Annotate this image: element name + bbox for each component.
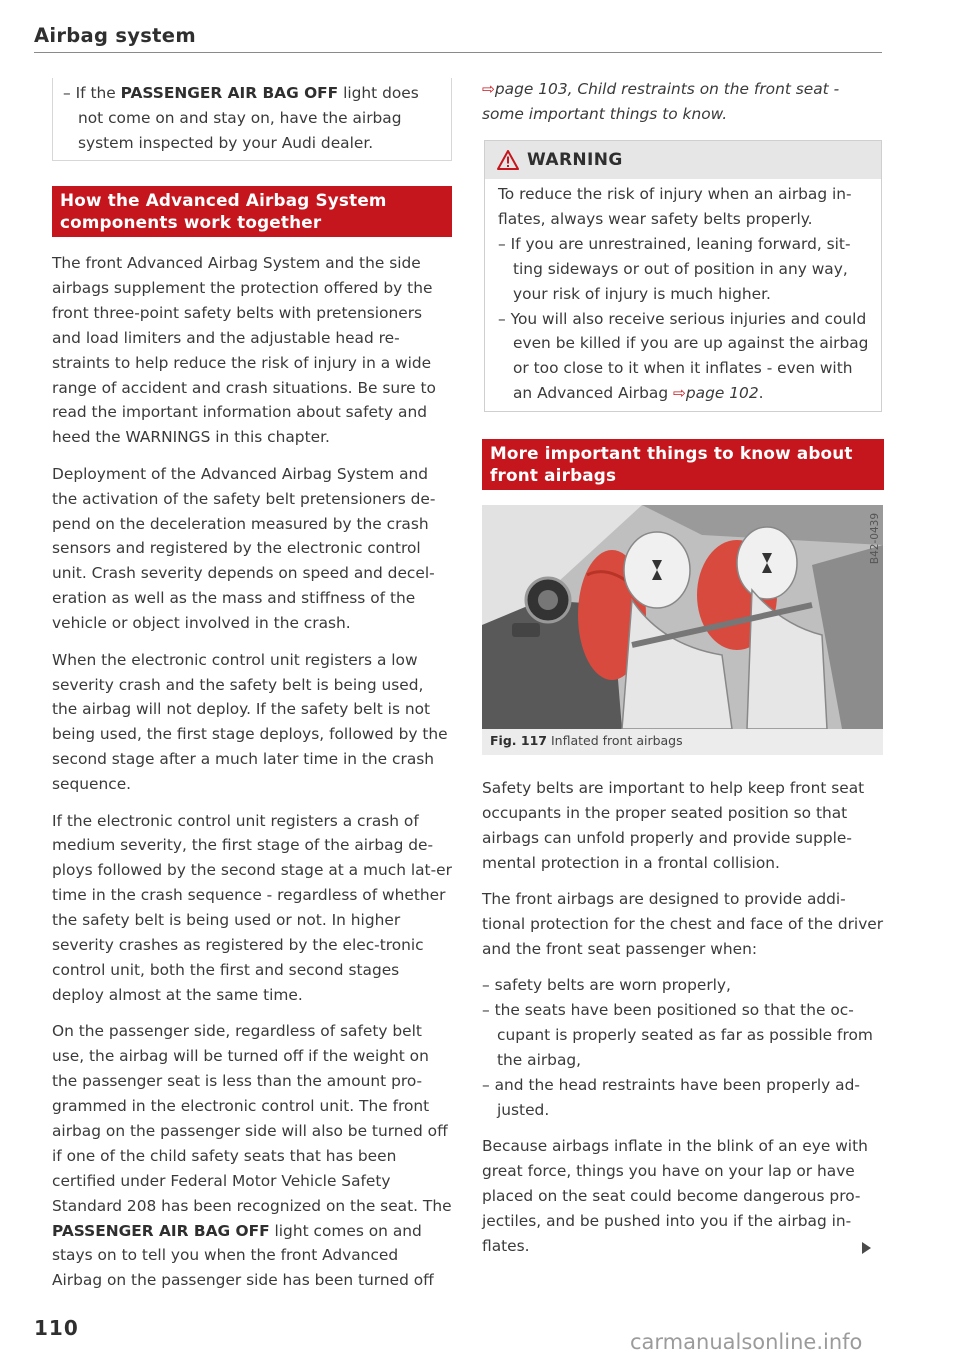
cross-reference: [482, 77, 884, 127]
list-item: – safety belts are worn properly,: [482, 973, 884, 998]
indicator-light-name: PASSENGER AIR BAG OFF: [120, 84, 339, 102]
warning-box: [484, 140, 882, 412]
header-divider: [34, 52, 882, 53]
warning-item: – You will also receive serious injuries and could even be killed if you are up against the airbag or too close to it when it inflates - even with an Advanced Airbag ⇨page 102.: [498, 307, 871, 407]
paragraph: When the electronic control unit registers a low severity crash and the safety belt is being used, the airbag will not deploy. If the safety belt is not being used, the first stage deploys, followed by the second stage after a much later time in the crash sequence.: [52, 650, 448, 794]
section-heading-advanced-airbag: How the Advanced Airbag System components work together: [52, 186, 452, 237]
passenger-airbag-note: [52, 78, 452, 161]
section-heading-front-airbags: More important things to know about front airbags: [482, 439, 884, 490]
page-reference-link[interactable]: page 102: [685, 384, 759, 403]
figure-label: Fig. 117: [490, 733, 547, 748]
continue-arrow-icon: [862, 1242, 871, 1254]
paragraph: On the passenger side, regardless of safety belt use, the airbag will be turned off if the weight on the passenger seat is less than the amount pro-grammed in the electronic control unit. The front airbag on the passenger side will also be turned off if one of the child safety seats that has been certified under Federal Motor Vehicle Safety Standard 208 has been recognized on the seat. The PASSENGER AIR BAG OFF light comes on and stays on to tell you when the front Advanced Airbag on the passenger side has been turned off: [52, 1022, 452, 1290]
paragraph: The front Advanced Airbag System and the side airbags supplement the protection offered by the front three-point safety belts with pretensioners and load limiters and the adjustable head re-straints to help reduce the risk of injury in a wide range of accident and crash situations. Be sure to read the important information about safety and heed the WARNINGS in this chapter.: [52, 254, 436, 447]
figure-caption: Fig. 117 Inflated front airbags: [490, 733, 683, 748]
indicator-light-name: PASSENGER AIR BAG OFF: [52, 1221, 270, 1240]
list-item: – and the head restraints have been properly ad-justed.: [482, 1073, 884, 1123]
warning-body: [485, 179, 881, 406]
warning-header: [485, 141, 881, 179]
page-reference-link[interactable]: page 103, Child restraints on the front seat - some important things to know.: [482, 80, 840, 123]
conditions-list: [482, 973, 884, 1122]
note-item: – If the PASSENGER AIR BAG OFF light does not come on and stay on, have the airbag system inspected by your Audi dealer.: [63, 81, 443, 156]
figure-inflated-airbags: [482, 505, 883, 755]
warning-title: WARNING: [527, 150, 623, 170]
warning-triangle-icon: [497, 150, 519, 170]
list-item: – the seats have been positioned so that the oc-cupant is properly seated as far as possible from the airbag,: [482, 998, 884, 1073]
link-arrow-icon: ⇨: [482, 80, 495, 98]
page-number: 110: [34, 1316, 79, 1340]
figure-code: B42-0439: [869, 513, 881, 565]
warning-item: – If you are unrestrained, leaning forward, sit-ting sideways or out of position in any way, your risk of injury is much higher.: [498, 232, 871, 307]
link-arrow-icon: ⇨: [673, 384, 686, 403]
paragraph: The front airbags are designed to provide addi-tional protection for the chest and face of the driver and the front seat passenger when:: [482, 890, 884, 958]
warning-list: [498, 232, 871, 406]
paragraph: Deployment of the Advanced Airbag System and the activation of the safety belt pretensioners de-pend on the deceleration measured by the crash sensors and registered by the electronic control unit. Crash severity depends on speed and decel-eration as well as the mass and stiffness of the vehicle or object involved in the crash.: [52, 464, 436, 633]
watermark: carmanualsonline.info: [630, 1330, 863, 1354]
note-list: [63, 81, 443, 156]
airbag-illustration: [482, 505, 883, 729]
right-column: [482, 776, 884, 1270]
page-section-title: Airbag system: [34, 24, 196, 47]
section2-heading-wrap: [482, 439, 884, 490]
left-column: [52, 186, 452, 1305]
paragraph: If the electronic control unit registers a crash of medium severity, the first stage of the airbag de-ploys followed by the second stage at a much lat-er time in the crash sequence - regardless of whether the safety belt is being used or not. In higher severity crashes as registered by the elec-tronic control unit, both the first and second stages deploy almost at the same time.: [52, 811, 452, 1004]
paragraph: Safety belts are important to help keep front seat occupants in the proper seated position so that airbags can unfold properly and provide supple-mental protection in a frontal collision.: [482, 779, 865, 872]
paragraph: Because airbags inflate in the blink of an eye with great force, things you have on your lap or have placed on the seat could become dangerous pro-jectiles, and be pushed into you if the airbag in-flates.: [482, 1137, 868, 1255]
warning-intro: To reduce the risk of injury when an airbag in-flates, always wear safety belts properly.: [498, 185, 852, 228]
